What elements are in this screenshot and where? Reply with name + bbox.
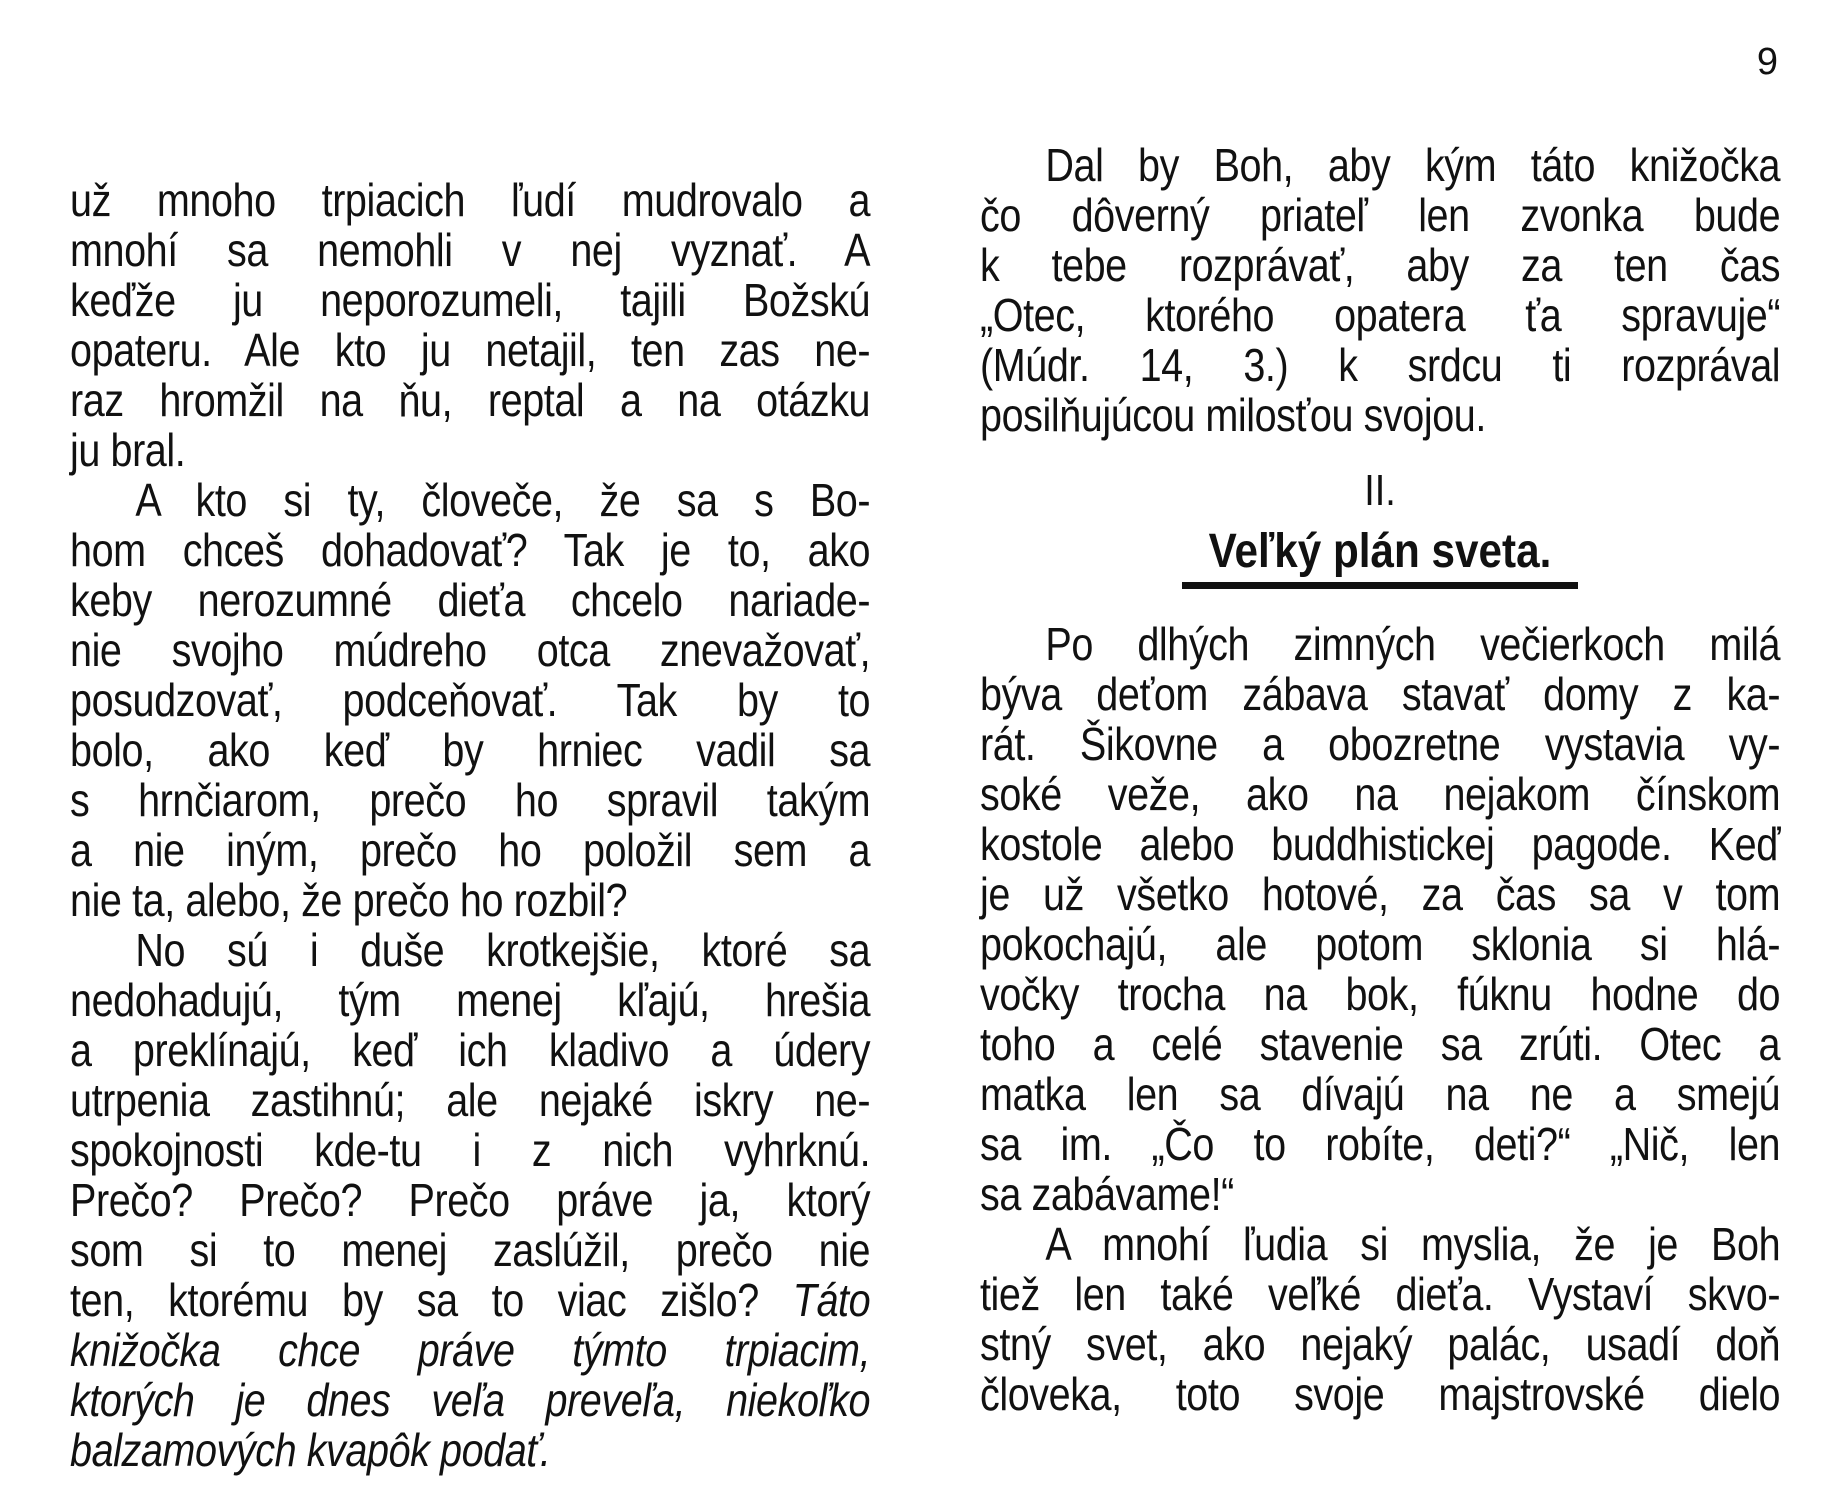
- text-line: Dal by Boh, aby kým táto knižočka: [1045, 139, 1781, 191]
- text-line: A mnohí ľudia si myslia, že je Boh: [1045, 1218, 1781, 1270]
- text-line: rát. Šikovne a obozretne vystavia vy-: [980, 718, 1781, 770]
- text-line: býva deťom zábava stavať domy z ka-: [980, 668, 1781, 720]
- text-line: a nie iným, prečo ho položil sem a: [70, 824, 871, 876]
- text-line: čo dôverný priateľ len zvonka bude: [980, 189, 1781, 241]
- text-line: matka len sa dívajú na ne a smejú: [980, 1068, 1781, 1120]
- text-line: sa zabávame!“: [980, 1168, 1234, 1220]
- text-line-italic: knižočka chce práve týmto trpiacim,: [70, 1324, 871, 1376]
- text-line-italic: balzamových kvapôk podať.: [70, 1424, 551, 1476]
- text-line: vočky trocha na bok, fúknu hodne do: [980, 968, 1781, 1020]
- text-line: bolo, ako keď by hrniec vadil sa: [70, 724, 871, 776]
- text-line: stný svet, ako nejaký palác, usadí doň: [980, 1318, 1781, 1370]
- text-line: „Otec, ktorého opatera ťa spravuje“: [980, 289, 1781, 341]
- text-line: je už všetko hotové, za čas sa v tom: [980, 868, 1781, 920]
- text-line: pokochajú, ale potom sklonia si hlá-: [980, 918, 1781, 970]
- text-line: ju bral.: [70, 424, 186, 476]
- left-column-text: [70, 175, 870, 1475]
- section-title: Veľký plán sveta.: [1182, 524, 1578, 589]
- text-line: tiež len také veľké dieťa. Vystaví skvo-: [980, 1268, 1781, 1320]
- text-line: toho a celé stavenie sa zrúti. Otec a: [980, 1018, 1781, 1070]
- text-line: už mnoho trpiacich ľudí mudrovalo a: [70, 174, 871, 226]
- text-line: opateru. Ale kto ju netajil, ten zas ne-: [70, 324, 871, 376]
- text-line: raz hromžil na ňu, reptal a na otázku: [70, 374, 871, 426]
- text-line: sa im. „Čo to robíte, deti?“ „Nič, len: [980, 1118, 1781, 1170]
- text-line: keby nerozumné dieťa chcelo nariade-: [70, 574, 871, 626]
- text-line: A kto si ty, človeče, že sa s Bo-: [135, 474, 871, 526]
- text-italic-fragment: Táto: [792, 1274, 871, 1326]
- text-line: (Múdr. 14, 3.) k srdcu ti rozprával: [980, 339, 1781, 391]
- text-line: Prečo? Prečo? Prečo práve ja, ktorý: [70, 1174, 871, 1226]
- text-line: a preklínajú, keď ich kladivo a údery: [70, 1024, 871, 1076]
- text-line: k tebe rozprávať, aby za ten čas: [980, 239, 1781, 291]
- page-number: 9: [1756, 41, 1778, 83]
- text-line: kostole alebo buddhistickej pagode. Keď: [980, 818, 1781, 870]
- right-column: [980, 140, 1780, 1419]
- text-line: s hrnčiarom, prečo ho spravil takým: [70, 774, 871, 826]
- text-line: hom chceš dohadovať? Tak je to, ako: [70, 524, 871, 576]
- text-line: nedohadujú, tým menej kľajú, hrešia: [70, 974, 871, 1026]
- text-line: keďže ju neporozumeli, tajili Božskú: [70, 274, 871, 326]
- left-column: [70, 175, 870, 1475]
- text-line: Po dlhých zimných večierkoch milá: [1045, 618, 1781, 670]
- text-line: mnohí sa nemohli v nej vyznať. A: [70, 224, 871, 276]
- text-line: človeka, toto svoje majstrovské dielo: [980, 1368, 1781, 1420]
- text-line-roman: ten, ktorému by sa to viac zišlo?: [70, 1274, 759, 1326]
- intro-paragraph: [980, 140, 1780, 440]
- text-line: spokojnosti kde-tu i z nich vyhrknú.: [70, 1124, 871, 1176]
- text-line: No sú i duše krotkejšie, ktoré sa: [135, 924, 871, 976]
- text-line: nie svojho múdreho otca znevažovať,: [70, 624, 871, 676]
- text-line: nie ta, alebo, že prečo ho rozbil?: [70, 874, 628, 926]
- text-line-mixed: [70, 1275, 870, 1325]
- section-number: II.: [1364, 466, 1396, 515]
- text-line: posudzovať, podceňovať. Tak by to: [70, 674, 871, 726]
- text-line: utrpenia zastihnú; ale nejaké iskry ne-: [70, 1074, 871, 1126]
- text-line: soké veže, ako na nejakom čínskom: [980, 768, 1781, 820]
- section-body: [980, 619, 1780, 1419]
- text-line: posilňujúcou milosťou svojou.: [980, 389, 1486, 441]
- text-line-italic: ktorých je dnes veľa preveľa, niekoľko: [70, 1374, 871, 1426]
- text-line: som si to menej zaslúžil, prečo nie: [70, 1224, 871, 1276]
